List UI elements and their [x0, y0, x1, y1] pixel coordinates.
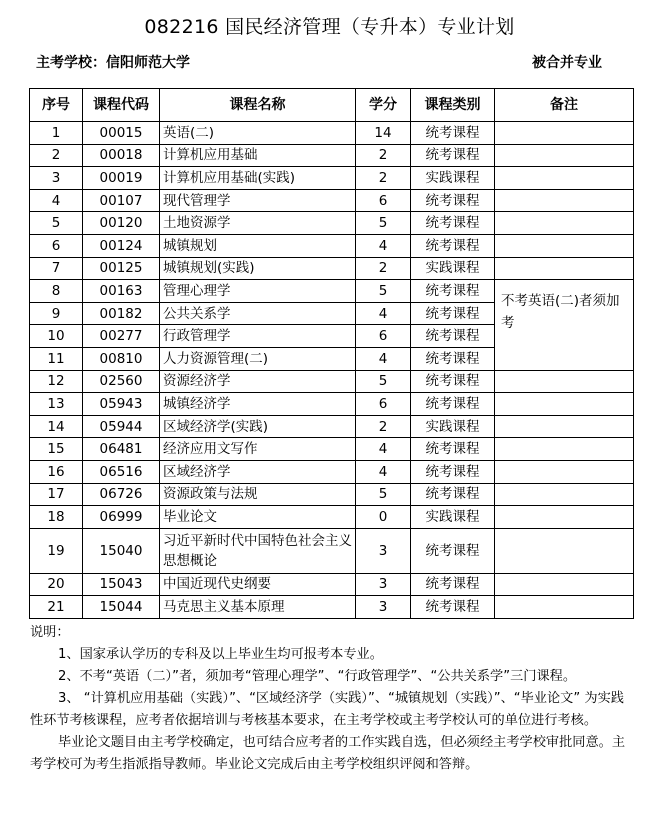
- header-note: 备注: [495, 89, 634, 122]
- cell-no: 11: [30, 347, 83, 370]
- cell-no: 10: [30, 325, 83, 348]
- page-title: 082216 国民经济管理（专升本）专业计划: [144, 16, 515, 38]
- cell-type: 统考课程: [411, 144, 495, 167]
- cell-name: 经济应用文写作: [160, 438, 356, 461]
- cell-code: 00019: [83, 167, 160, 190]
- cell-type: 统考课程: [411, 393, 495, 416]
- cell-code: 06726: [83, 483, 160, 506]
- cell-name: 计算机应用基础: [160, 144, 356, 167]
- cell-name: 土地资源学: [160, 212, 356, 235]
- cell-type: 统考课程: [411, 596, 495, 619]
- header-credit: 学分: [356, 89, 411, 122]
- cell-no: 21: [30, 596, 83, 619]
- cell-note: [495, 393, 634, 416]
- cell-name: 计算机应用基础(实践): [160, 167, 356, 190]
- note-paragraph: 1、国家承认学历的专科及以上毕业生均可报考本专业。: [58, 647, 383, 662]
- table-row: [30, 189, 634, 212]
- cell-credit: 2: [356, 257, 411, 280]
- cell-credit: 4: [356, 460, 411, 483]
- cell-credit: 3: [356, 596, 411, 619]
- cell-note: [495, 573, 634, 596]
- cell-note: [495, 167, 634, 190]
- cell-code: 06481: [83, 438, 160, 461]
- table-row: [30, 415, 634, 438]
- cell-credit: 4: [356, 438, 411, 461]
- cell-code: 02560: [83, 370, 160, 393]
- cell-name: 人力资源管理(二): [160, 347, 356, 370]
- cell-name: 区域经济学: [160, 460, 356, 483]
- cell-code: 05943: [83, 393, 160, 416]
- cell-name: 现代管理学: [160, 189, 356, 212]
- cell-code: 00810: [83, 347, 160, 370]
- cell-type: 统考课程: [411, 438, 495, 461]
- course-plan-table: [29, 88, 634, 619]
- table-row: [30, 460, 634, 483]
- cell-type: 实践课程: [411, 415, 495, 438]
- header-type: 课程类别: [411, 89, 495, 122]
- cell-code: 15044: [83, 596, 160, 619]
- cell-credit: 14: [356, 122, 411, 145]
- cell-name: 毕业论文: [160, 506, 356, 529]
- cell-credit: 4: [356, 234, 411, 257]
- cell-note: [495, 212, 634, 235]
- table-row: [30, 257, 634, 280]
- cell-no: 2: [30, 144, 83, 167]
- cell-credit: 5: [356, 483, 411, 506]
- table-row: [30, 144, 634, 167]
- cell-type: 统考课程: [411, 347, 495, 370]
- cell-credit: 6: [356, 325, 411, 348]
- cell-no: 14: [30, 415, 83, 438]
- cell-credit: 6: [356, 189, 411, 212]
- table-row: [30, 393, 634, 416]
- cell-type: 统考课程: [411, 573, 495, 596]
- cell-credit: 6: [356, 393, 411, 416]
- cell-name: 资源政策与法规: [160, 483, 356, 506]
- cell-name: 城镇规划: [160, 234, 356, 257]
- cell-no: 8: [30, 280, 83, 303]
- cell-no: 12: [30, 370, 83, 393]
- cell-note: [495, 370, 634, 393]
- cell-code: 00163: [83, 280, 160, 303]
- table-row: [30, 280, 634, 303]
- cell-type: 实践课程: [411, 506, 495, 529]
- cell-code: 06999: [83, 506, 160, 529]
- cell-code: 00107: [83, 189, 160, 212]
- cell-credit: 4: [356, 302, 411, 325]
- header-code: 课程代码: [83, 89, 160, 122]
- cell-credit: 5: [356, 370, 411, 393]
- cell-note: [495, 189, 634, 212]
- table-row: [30, 596, 634, 619]
- cell-credit: 4: [356, 347, 411, 370]
- examining-school: 主考学校：信阳师范大学: [36, 55, 190, 71]
- note-paragraph: 2、不考“英语（二）”者，须加考“管理心理学”、“行政管理学”、“公共关系学”三门课程。: [58, 669, 577, 684]
- cell-type: 统考课程: [411, 189, 495, 212]
- cell-no: 1: [30, 122, 83, 145]
- cell-note: [495, 122, 634, 145]
- cell-no: 19: [30, 528, 83, 573]
- cell-credit: 2: [356, 415, 411, 438]
- cell-no: 13: [30, 393, 83, 416]
- cell-note: [495, 234, 634, 257]
- cell-credit: 3: [356, 573, 411, 596]
- table-row: [30, 167, 634, 190]
- cell-no: 7: [30, 257, 83, 280]
- cell-name: 城镇经济学: [160, 393, 356, 416]
- table-row: [30, 370, 634, 393]
- cell-name: 行政管理学: [160, 325, 356, 348]
- cell-code: 00125: [83, 257, 160, 280]
- cell-type: 实践课程: [411, 167, 495, 190]
- cell-type: 统考课程: [411, 325, 495, 348]
- cell-no: 4: [30, 189, 83, 212]
- cell-credit: 2: [356, 144, 411, 167]
- cell-name: 管理心理学: [160, 280, 356, 303]
- cell-no: 5: [30, 212, 83, 235]
- cell-credit: 0: [356, 506, 411, 529]
- table-row: [30, 528, 634, 573]
- cell-code: 15040: [83, 528, 160, 573]
- table-row: [30, 234, 634, 257]
- cell-no: 17: [30, 483, 83, 506]
- cell-no: 15: [30, 438, 83, 461]
- cell-note: [495, 415, 634, 438]
- cell-code: 06516: [83, 460, 160, 483]
- cell-type: 实践课程: [411, 257, 495, 280]
- table-row: [30, 573, 634, 596]
- merged-major-label: 被合并专业: [532, 55, 602, 71]
- cell-code: 00018: [83, 144, 160, 167]
- table-row: [30, 438, 634, 461]
- cell-note: [495, 528, 634, 573]
- cell-note: [495, 438, 634, 461]
- cell-note: [495, 257, 634, 280]
- cell-name: 英语(二): [160, 122, 356, 145]
- cell-name: 区域经济学(实践): [160, 415, 356, 438]
- cell-code: 00120: [83, 212, 160, 235]
- cell-type: 统考课程: [411, 460, 495, 483]
- cell-type: 统考课程: [411, 370, 495, 393]
- cell-no: 9: [30, 302, 83, 325]
- cell-name: 习近平新时代中国特色社会主义思想概论: [160, 528, 356, 573]
- cell-name: 马克思主义基本原理: [160, 596, 356, 619]
- cell-code: 05944: [83, 415, 160, 438]
- cell-note: [495, 483, 634, 506]
- header-name: 课程名称: [160, 89, 356, 122]
- notes-heading: 说明：: [30, 625, 70, 640]
- cell-type: 统考课程: [411, 528, 495, 573]
- notes-section: [30, 622, 636, 776]
- table-row: [30, 122, 634, 145]
- cell-code: 00124: [83, 234, 160, 257]
- cell-no: 20: [30, 573, 83, 596]
- cell-type: 统考课程: [411, 234, 495, 257]
- cell-note: [495, 596, 634, 619]
- cell-note-merged: 不考英语(二)者须加考: [495, 280, 634, 370]
- cell-name: 公共关系学: [160, 302, 356, 325]
- cell-type: 统考课程: [411, 212, 495, 235]
- cell-no: 3: [30, 167, 83, 190]
- table-header-row: [30, 89, 634, 122]
- cell-type: 统考课程: [411, 122, 495, 145]
- cell-credit: 2: [356, 167, 411, 190]
- cell-credit: 3: [356, 528, 411, 573]
- cell-type: 统考课程: [411, 483, 495, 506]
- cell-note: [495, 506, 634, 529]
- cell-type: 统考课程: [411, 280, 495, 303]
- cell-type: 统考课程: [411, 302, 495, 325]
- cell-code: 00182: [83, 302, 160, 325]
- cell-note: [495, 460, 634, 483]
- table-row: [30, 212, 634, 235]
- cell-code: 15043: [83, 573, 160, 596]
- cell-no: 6: [30, 234, 83, 257]
- cell-credit: 5: [356, 212, 411, 235]
- table-row: [30, 483, 634, 506]
- note-paragraph: 毕业论文题目由主考学校确定，也可结合应考者的工作实践自选，但必须经主考学校审批同意。主考学校可为考生指派指导教师。毕业论文完成后由主考学校组织评阅和答辩。: [30, 735, 626, 772]
- cell-credit: 5: [356, 280, 411, 303]
- cell-code: 00015: [83, 122, 160, 145]
- cell-code: 00277: [83, 325, 160, 348]
- cell-name: 城镇规划(实践): [160, 257, 356, 280]
- cell-no: 18: [30, 506, 83, 529]
- header-no: 序号: [30, 89, 83, 122]
- cell-note: [495, 144, 634, 167]
- cell-name: 资源经济学: [160, 370, 356, 393]
- cell-no: 16: [30, 460, 83, 483]
- note-paragraph: 3、 “计算机应用基础（实践）”、“区域经济学（实践）”、“城镇规划（实践）”、“毕业论文” 为实践性环节考核课程，应考者依据培训与考核基本要求，在主考学校或主考学校认可的单位进行考核。: [30, 691, 624, 728]
- table-row: [30, 506, 634, 529]
- cell-name: 中国近现代史纲要: [160, 573, 356, 596]
